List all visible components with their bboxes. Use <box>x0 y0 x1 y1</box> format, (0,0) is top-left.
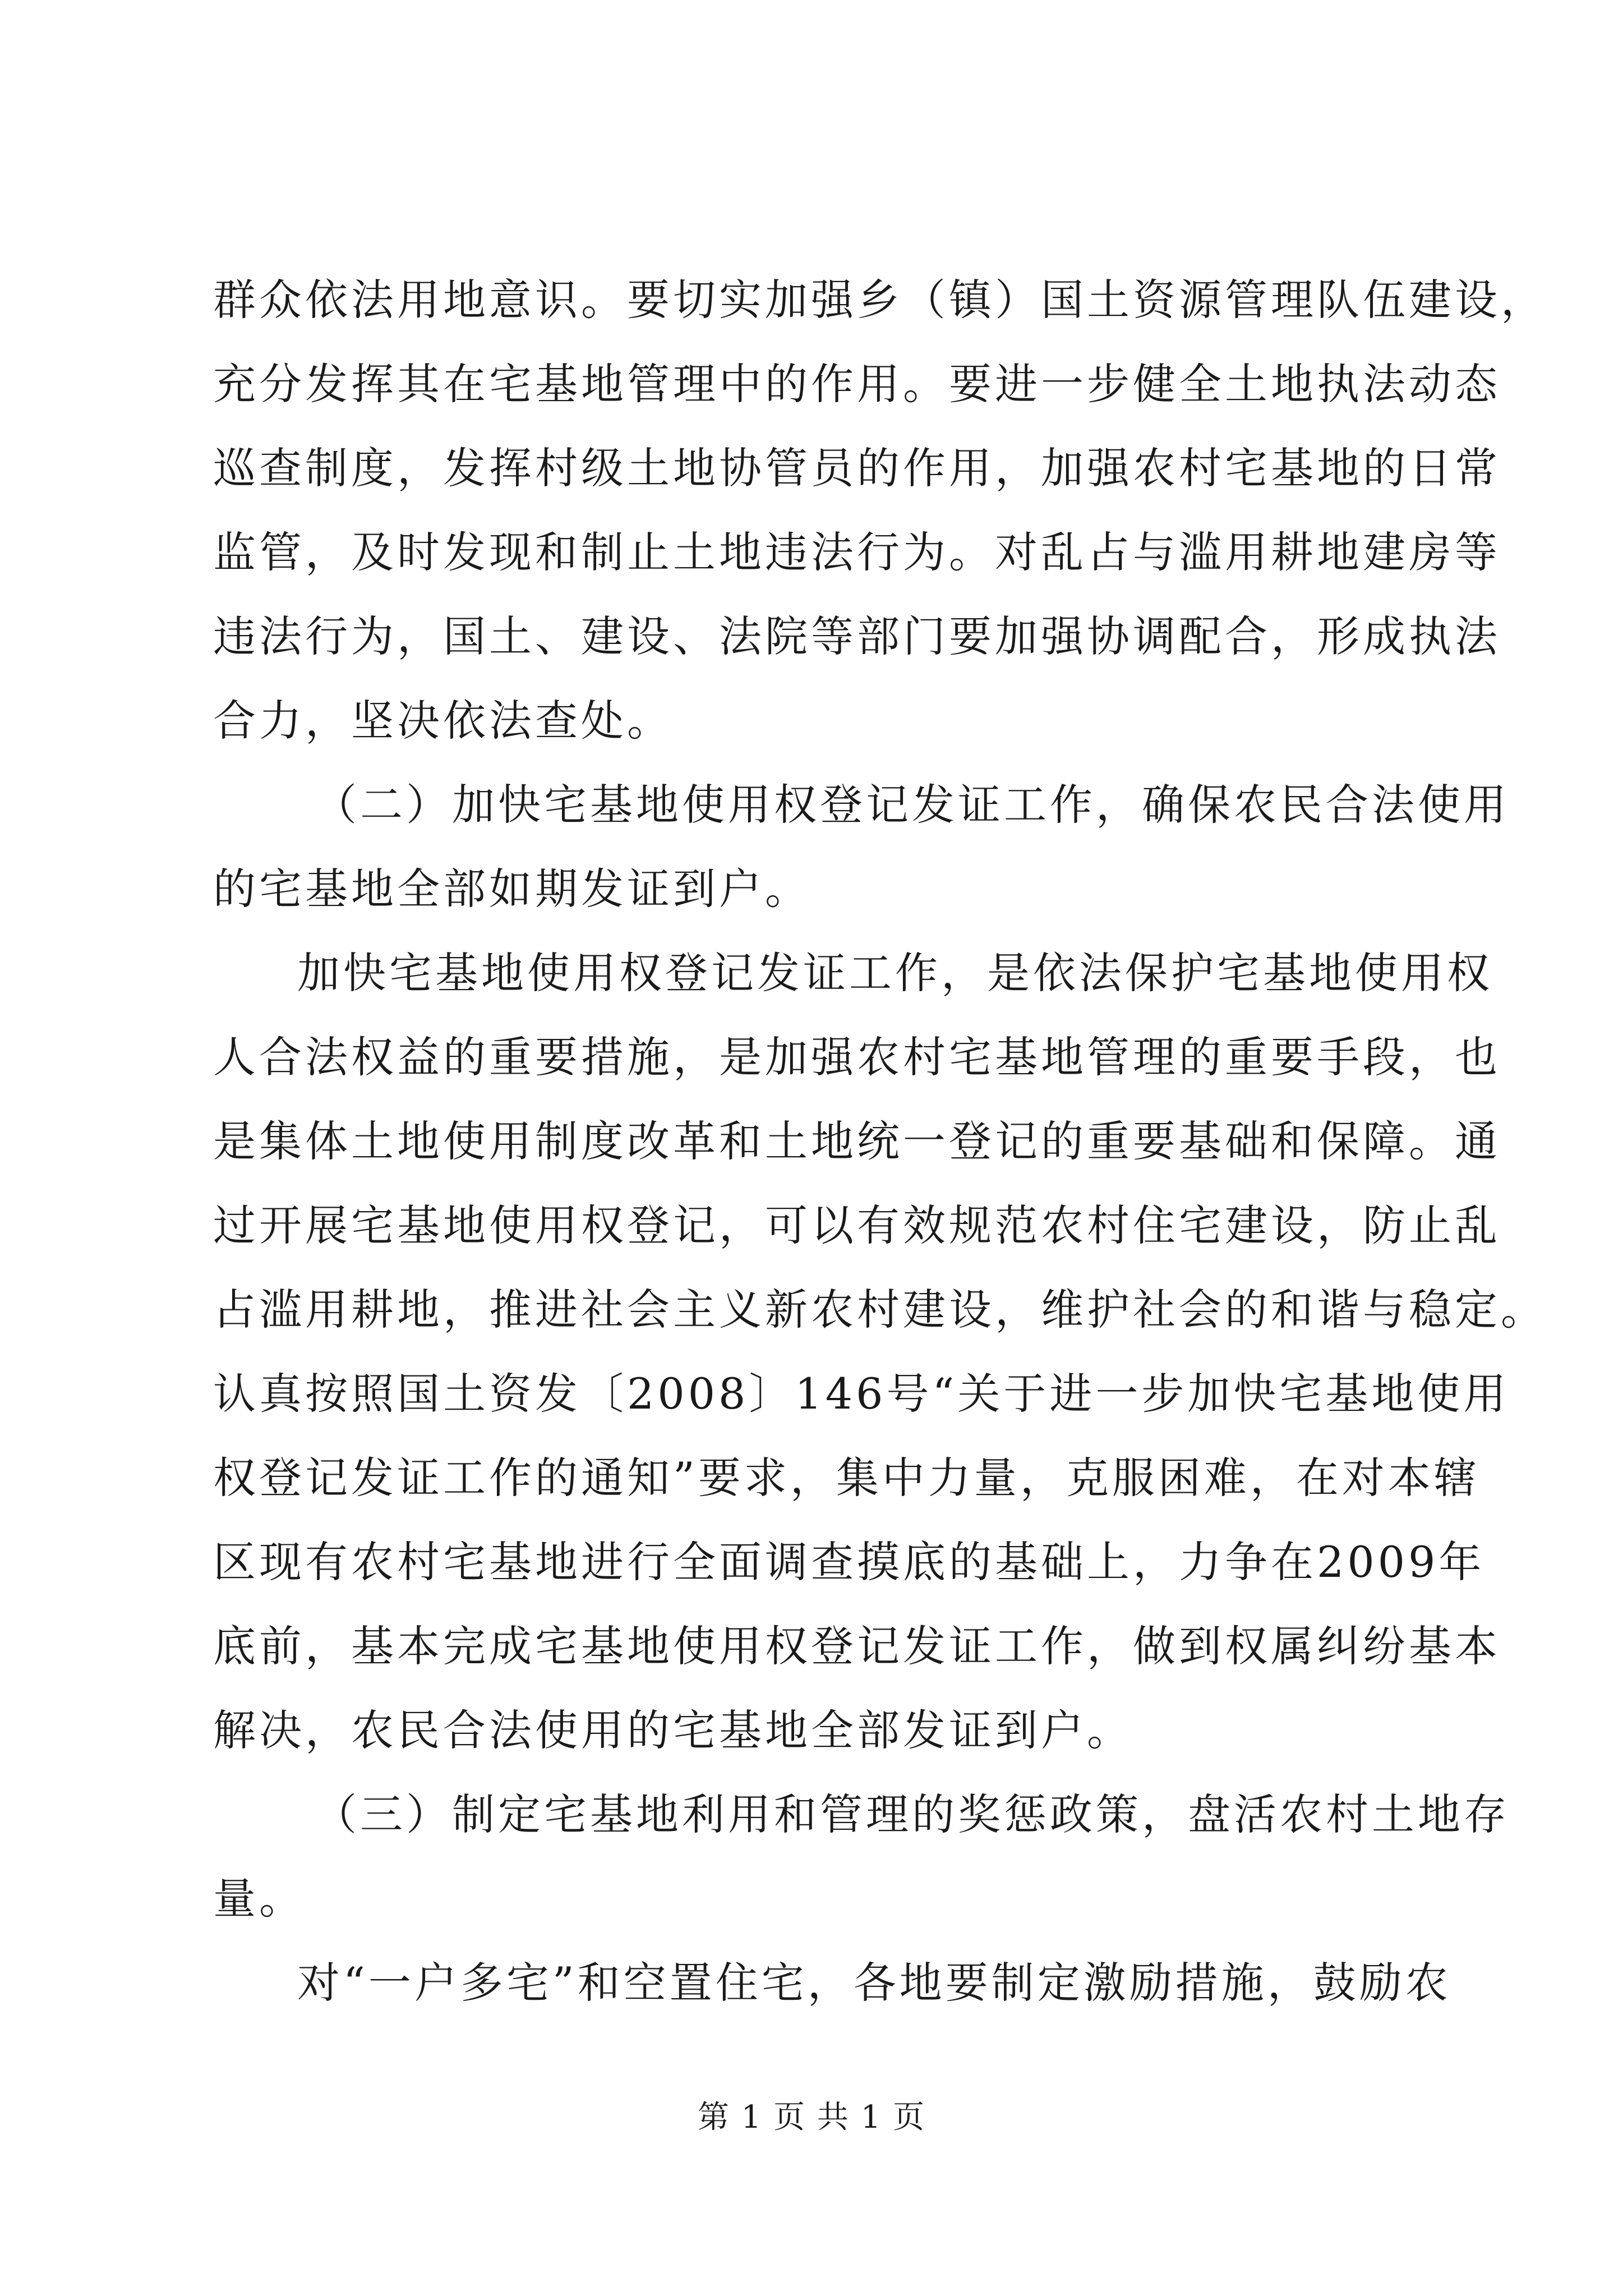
text-line: 解决，农民合法使用的宅基地全部发证到户。 <box>213 1705 1133 1755</box>
text-line: 区现有农村宅基地进行全面调查摸底的基础上，力争在2009年 <box>213 1537 1485 1587</box>
section-heading-line: 量。 <box>213 1874 305 1924</box>
text-line: 是集体土地使用制度改革和土地统一登记的重要基础和保障。通 <box>213 1116 1501 1166</box>
text-line: 认真按照国土资发〔2008〕146号“关于进一步加快宅基地使用 <box>213 1369 1510 1419</box>
text-line: 占滥用耕地，推进社会主义新农村建设，维护社会的和谐与稳定。 <box>213 1285 1547 1335</box>
section-heading-line: （二）加快宅基地使用权登记发证工作，确保农民合法使用 <box>314 780 1510 830</box>
text-line: 监管，及时发现和制止土地违法行为。对乱占与滥用耕地建房等 <box>213 527 1501 577</box>
text-line: 合力，坚决依法查处。 <box>213 696 673 746</box>
page-number-footer: 第 1 页 共 1 页 <box>697 2099 926 2136</box>
text-line: 底前，基本完成宅基地使用权登记发证工作，做到权属纠纷基本 <box>213 1621 1501 1671</box>
text-line: 违法行为，国土、建设、法院等部门要加强协调配合，形成执法 <box>213 611 1501 661</box>
text-line: 过开展宅基地使用权登记，可以有效规范农村住宅建设，防止乱 <box>213 1200 1501 1250</box>
section-heading-line: （三）制定宅基地利用和管理的奖惩政策，盘活农村土地存 <box>314 1789 1510 1839</box>
text-line: 群众依法用地意识。要切实加强乡（镇）国土资源管理队伍建设， <box>213 275 1547 325</box>
text-line: 加快宅基地使用权登记发证工作，是依法保护宅基地使用权 <box>297 948 1493 998</box>
document-body <box>213 258 1547 2025</box>
text-line: 充分发挥其在宅基地管理中的作用。要进一步健全土地执法动态 <box>213 359 1501 409</box>
text-line: 对“一户多宅”和空置住宅，各地要制定激励措施，鼓励农 <box>297 1958 1451 2008</box>
section-heading-line: 的宅基地全部如期发证到户。 <box>213 864 811 914</box>
text-line: 权登记发证工作的通知”要求，集中力量，克服困难，在对本辖 <box>213 1453 1480 1503</box>
text-line: 巡查制度，发挥村级土地协管员的作用，加强农村宅基地的日常 <box>213 443 1501 493</box>
text-line: 人合法权益的重要措施，是加强农村宅基地管理的重要手段，也 <box>213 1032 1501 1082</box>
